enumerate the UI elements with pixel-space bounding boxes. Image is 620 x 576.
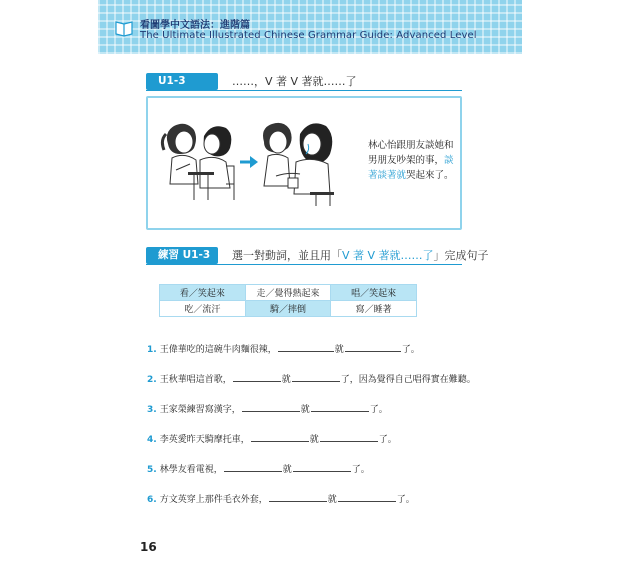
- book-icon: [114, 18, 134, 38]
- exercise-item: 3. 王家榮練習寫漢字， 就 了。: [147, 405, 388, 415]
- exercise-item: 1. 王偉華吃的這碗牛肉麵很辣， 就 了。: [147, 345, 420, 355]
- example-box: [146, 96, 462, 230]
- practice-tag: 練習 U1-3: [146, 247, 218, 264]
- answer-blank[interactable]: [311, 403, 369, 412]
- exercise-item: 2. 王秋華唱這首歌， 就 了，因為覺得自己唱得實在難聽。: [147, 375, 476, 385]
- scene-crying: [263, 123, 334, 206]
- unit-tag: U1-3: [146, 73, 218, 90]
- answer-blank[interactable]: [292, 373, 340, 382]
- instruction-highlight: V 著 V 著就……了: [342, 249, 434, 262]
- grammar-pattern: ……，V 著 V 著就……了: [232, 75, 357, 88]
- highlighted-pattern: 談著談著就: [368, 155, 454, 181]
- example-sentence: 林心怡跟朋友談她和男朋友吵架的事，談著談著就哭起來了。: [368, 140, 454, 181]
- table-cell: 寫／睡著: [331, 301, 417, 317]
- exercise-item: 6. 方文英穿上那件毛衣外套， 就 了。: [147, 495, 415, 505]
- answer-blank[interactable]: [269, 493, 327, 502]
- book-title-english: The Ultimate Illustrated Chinese Grammar Guide: Advanced Level: [140, 30, 477, 41]
- practice-divider: [146, 264, 462, 265]
- answer-blank[interactable]: [320, 433, 378, 442]
- book-title-chinese: 看圖學中文語法：進階篇: [140, 20, 250, 31]
- page-number: 16: [140, 540, 157, 554]
- verb-pair-table: [159, 284, 417, 317]
- exercise-item: 5. 林學友看電視， 就 了。: [147, 465, 370, 475]
- table-cell: 看／笑起來: [160, 285, 246, 301]
- exercise-item: 4. 李英愛昨天騎摩托車， 就 了。: [147, 435, 397, 445]
- answer-blank[interactable]: [338, 493, 396, 502]
- table-row: [160, 301, 417, 317]
- header-banner: [98, 0, 522, 54]
- table-cell: 騎／摔倒: [245, 301, 331, 317]
- scene-talking: [162, 124, 234, 200]
- practice-instruction: 選一對動詞，並且用「V 著 V 著就……了」完成句子: [232, 249, 489, 262]
- answer-blank[interactable]: [345, 343, 401, 352]
- comic-illustration: [160, 114, 342, 210]
- answer-blank[interactable]: [233, 373, 281, 382]
- answer-blank[interactable]: [242, 403, 300, 412]
- table-cell: 走／覺得熱起來: [245, 285, 331, 301]
- answer-blank[interactable]: [293, 463, 351, 472]
- answer-blank[interactable]: [251, 433, 309, 442]
- table-cell: 吃／流汗: [160, 301, 246, 317]
- table-row: [160, 285, 417, 301]
- arrow-right-icon: [240, 156, 258, 168]
- table-cell: 唱／笑起來: [331, 285, 417, 301]
- answer-blank[interactable]: [224, 463, 282, 472]
- answer-blank[interactable]: [278, 343, 334, 352]
- section-divider: [146, 90, 462, 91]
